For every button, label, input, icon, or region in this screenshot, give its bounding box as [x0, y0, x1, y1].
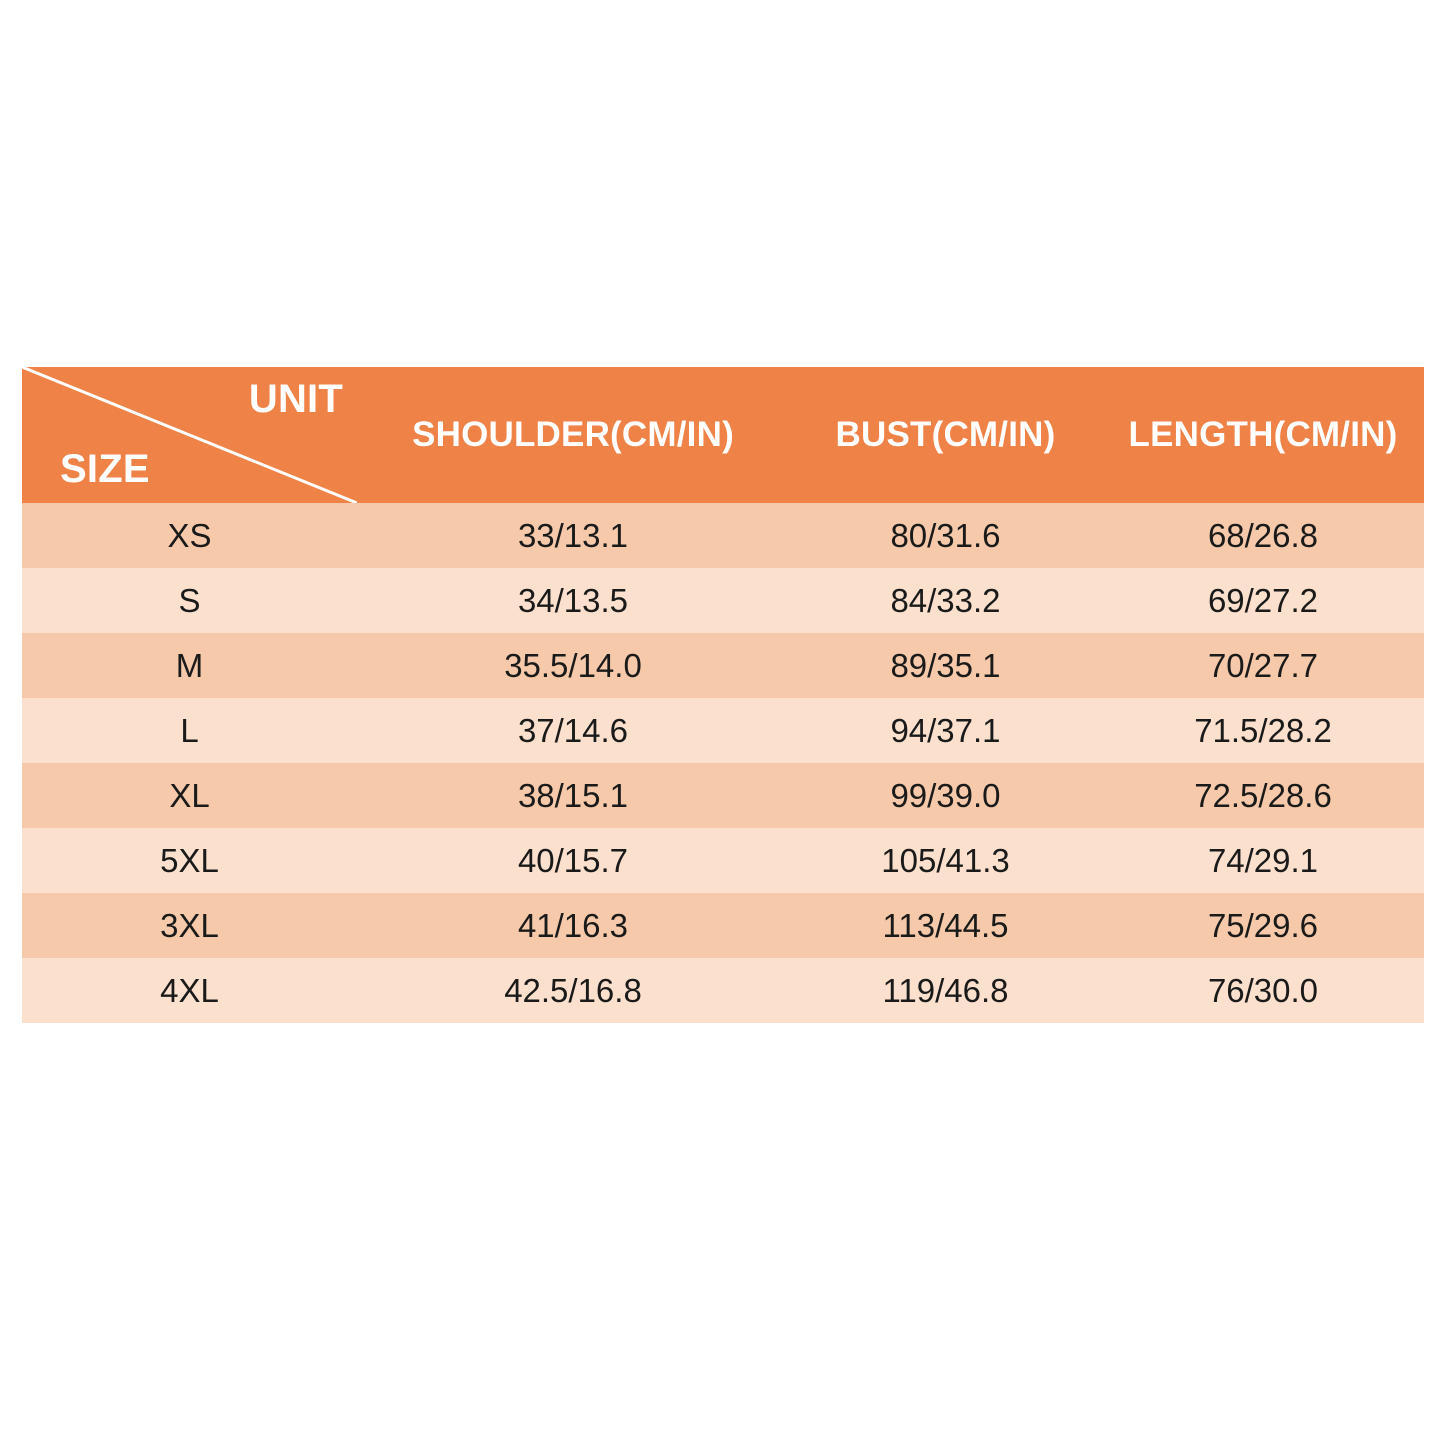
cell-size: 3XL: [22, 893, 357, 958]
cell-length: 75/29.6: [1102, 893, 1424, 958]
cell-size: XS: [22, 503, 357, 568]
cell-size: L: [22, 698, 357, 763]
cell-bust: 105/41.3: [789, 828, 1102, 893]
cell-bust: 89/35.1: [789, 633, 1102, 698]
cell-shoulder: 33/13.1: [357, 503, 789, 568]
header-row: [22, 367, 1424, 503]
table-header: [22, 367, 1424, 503]
cell-size: M: [22, 633, 357, 698]
cell-shoulder: 38/15.1: [357, 763, 789, 828]
table-row: [22, 698, 1424, 763]
cell-bust: 84/33.2: [789, 568, 1102, 633]
size-chart-container: [22, 367, 1424, 1023]
cell-size: S: [22, 568, 357, 633]
cell-shoulder: 41/16.3: [357, 893, 789, 958]
cell-size: 5XL: [22, 828, 357, 893]
cell-length: 68/26.8: [1102, 503, 1424, 568]
column-header-bust: BUST(CM/IN): [789, 367, 1102, 503]
header-corner-cell: [22, 367, 357, 503]
cell-bust: 94/37.1: [789, 698, 1102, 763]
cell-size: XL: [22, 763, 357, 828]
cell-bust: 113/44.5: [789, 893, 1102, 958]
column-header-length: LENGTH(CM/IN): [1102, 367, 1424, 503]
size-label: SIZE: [60, 447, 150, 491]
cell-length: 69/27.2: [1102, 568, 1424, 633]
table-row: [22, 763, 1424, 828]
cell-length: 70/27.7: [1102, 633, 1424, 698]
cell-bust: 119/46.8: [789, 958, 1102, 1023]
table-row: [22, 503, 1424, 568]
cell-length: 72.5/28.6: [1102, 763, 1424, 828]
cell-length: 71.5/28.2: [1102, 698, 1424, 763]
cell-shoulder: 42.5/16.8: [357, 958, 789, 1023]
table-body: [22, 503, 1424, 1023]
table-row: [22, 633, 1424, 698]
table-row: [22, 958, 1424, 1023]
size-chart-table: [22, 367, 1424, 1023]
cell-length: 76/30.0: [1102, 958, 1424, 1023]
table-row: [22, 893, 1424, 958]
table-row: [22, 568, 1424, 633]
cell-shoulder: 34/13.5: [357, 568, 789, 633]
column-header-shoulder: SHOULDER(CM/IN): [357, 367, 789, 503]
cell-length: 74/29.1: [1102, 828, 1424, 893]
cell-bust: 80/31.6: [789, 503, 1102, 568]
cell-shoulder: 40/15.7: [357, 828, 789, 893]
cell-shoulder: 37/14.6: [357, 698, 789, 763]
cell-shoulder: 35.5/14.0: [357, 633, 789, 698]
cell-size: 4XL: [22, 958, 357, 1023]
unit-label: UNIT: [248, 377, 343, 421]
table-row: [22, 828, 1424, 893]
cell-bust: 99/39.0: [789, 763, 1102, 828]
